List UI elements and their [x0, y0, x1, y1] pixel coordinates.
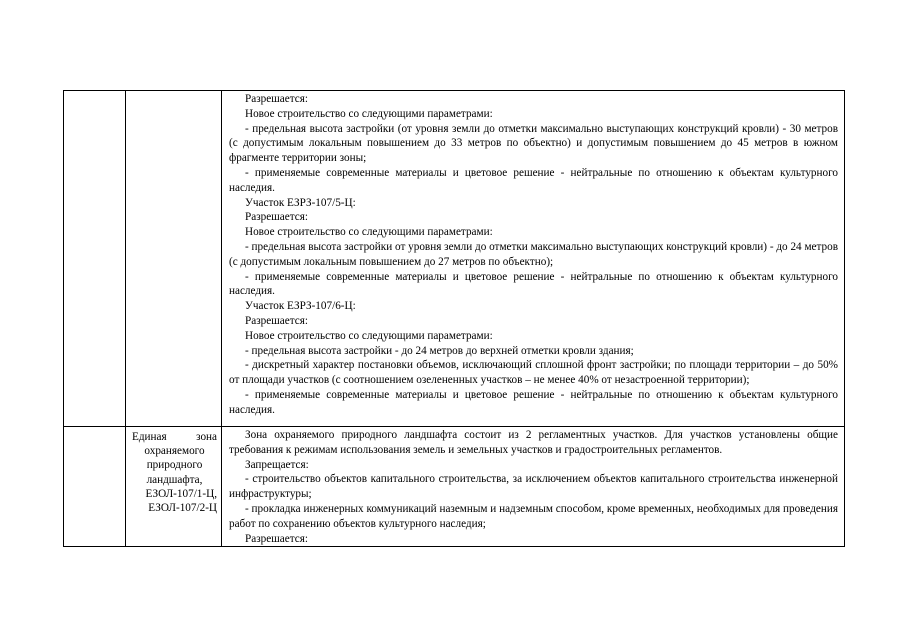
table-cell-requirements [222, 427, 845, 547]
paragraph: Разрешается: [245, 211, 308, 224]
paragraph: Запрещается: [245, 458, 309, 471]
paragraph: Разрешается: [245, 532, 308, 545]
paragraph: - применяемые современные материалы и цветовое решение - нейтральные по отношению к объектам культурного наследия. [229, 388, 838, 416]
paragraph: - предельная высота застройки - до 24 метров до верхней отметки кровли здания; [245, 344, 634, 357]
table-row [64, 427, 845, 547]
table-cell-zone [126, 427, 222, 547]
paragraph: Новое строительство со следующими параметрами: [245, 226, 493, 239]
zone-name-line: охраняемого [144, 445, 205, 458]
paragraph: - применяемые современные материалы и цветовое решение - нейтральные по отношению к объектам культурного наследия. [229, 270, 838, 298]
zone-name-line: природного [146, 459, 203, 472]
zone-code: ЕЗОЛ-107/1-Ц, [145, 487, 217, 500]
zone-name-line: Единая зона [132, 431, 217, 443]
paragraph: - строительство объектов капитального строительства, за исключением объектов капитального строительства инженерной инфраструктуры; [229, 473, 838, 501]
requirements-text [222, 91, 844, 418]
paragraph: - применяемые современные материалы и цветовое решение - нейтральные по отношению к объектам культурного наследия. [229, 166, 838, 194]
paragraph: - дискретный характер постановки объемов, исключающий сплошной фронт застройки; по площади территории – до 50% от площади участков (с соотношением озелененных участков – не менее 40% от незастроенной территории); [229, 359, 838, 387]
requirements-text [222, 427, 844, 546]
zone-name-line: ландшафта, [146, 473, 203, 486]
paragraph: Новое строительство со следующими параметрами: [245, 329, 493, 342]
zone-code: ЕЗОЛ-107/2-Ц [148, 502, 217, 515]
table-cell-requirements [222, 91, 845, 427]
paragraph: - предельная высота застройки от уровня земли до отметки максимально выступающих конструкций кровли) - до 24 метров (с допустимым локальным повышением до 27 метров по объектно); [229, 240, 838, 268]
table-row [64, 91, 845, 427]
paragraph: - прокладка инженерных коммуникаций наземным и надземным способом, кроме временных, необходимых для проведения работ по сохранению объектов культурного наследия; [229, 502, 838, 530]
paragraph: Разрешается: [245, 314, 308, 327]
table-cell-zone [126, 91, 222, 427]
paragraph: Участок ЕЗРЗ-107/6-Ц: [245, 300, 356, 313]
regulations-table [63, 90, 845, 547]
table-cell-number [64, 91, 126, 427]
paragraph: Зона охраняемого природного ландшафта состоит из 2 регламентных участков. Для участков установлены общие требования к режимам использования земель и земельных участков и градостроительных регламентов. [229, 429, 838, 456]
paragraph: Участок ЕЗРЗ-107/5-Ц: [245, 196, 356, 209]
zone-name [126, 427, 221, 515]
table-cell-number [64, 427, 126, 547]
paragraph: Разрешается: [245, 93, 308, 105]
paragraph: Новое строительство со следующими параметрами: [245, 107, 493, 120]
paragraph: - предельная высота застройки (от уровня земли до отметки максимально выступающих конструкций кровли) - 30 метров (с допустимым локальным повышением до 33 метров по объектно) и допустимым повышением до 45 метров в южном фрагменте территории зоны; [229, 122, 838, 165]
